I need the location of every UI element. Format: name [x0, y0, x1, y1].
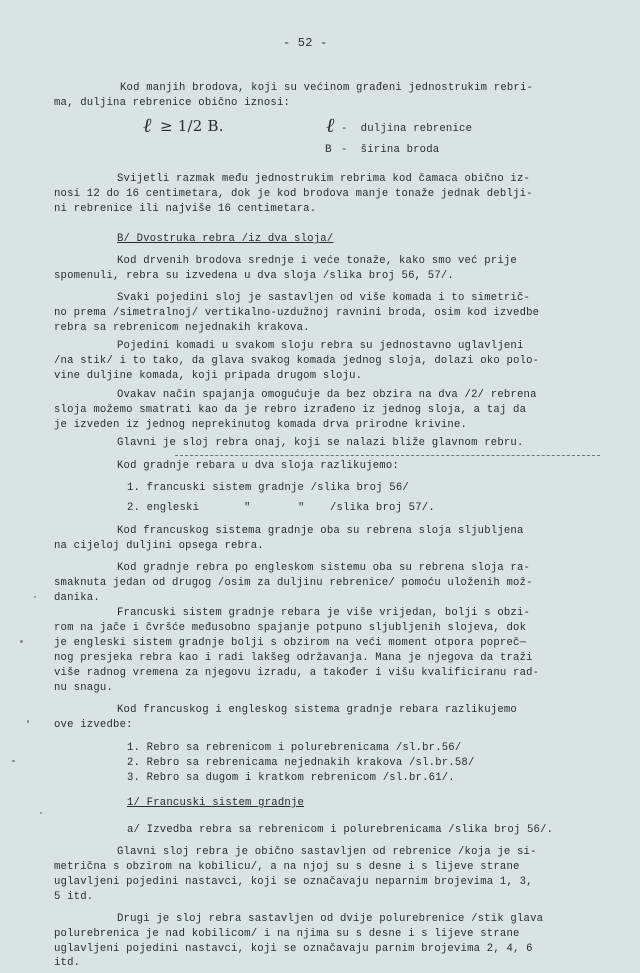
- svijetli-line-2: nosi 12 do 16 centimetara, dok je kod brodova manje tonaže jednak deblji-: [54, 188, 533, 200]
- formula-b-symbol: B: [325, 144, 332, 156]
- page-number: - 52 -: [283, 36, 328, 50]
- scan-speck: [40, 812, 42, 814]
- scan-speck: [12, 760, 15, 762]
- intro-line-1: Kod manjih brodova, koji su većinom građeni jednostrukim rebri-: [120, 82, 534, 94]
- list1-item-2-ditto-2: ": [298, 502, 305, 514]
- drvenih-line-2: spomenuli, rebra su izvedena u dva sloja /slika broj 56, 57/.: [54, 270, 454, 282]
- drvenih-line-1: Kod drvenih brodova srednje i veće tonaže, kako smo već prije: [117, 255, 517, 267]
- svijetli-line-1: Svijetli razmak među jednostrukim rebrima kod čamaca obično iz-: [117, 173, 531, 185]
- list2-item-2: 2. Rebro sa rebrenicama nejednakih krakova /sl.br.58/: [127, 757, 475, 769]
- list1-item-1: 1. francuski sistem gradnje /slika broj 56/: [127, 482, 409, 494]
- drugi-line-2: polurebrenica je nad kobilicom/ i na njima su s desne i s lijeve strane: [54, 928, 520, 940]
- list2-item-3: 3. Rebro sa dugom i kratkom rebrenicom /sl.br.61/.: [127, 772, 455, 784]
- scan-speck: [27, 720, 29, 723]
- francuskog-line-1: Kod francuskog sistema gradnje oba su rebrena sloja sljubljena: [117, 525, 524, 537]
- list1-item-2-ref: /slika broj 57/.: [330, 502, 435, 514]
- svaki-line-2: no prema /simetralnoj/ vertikalno-uzdužnoj ravnini broda, osim kod izvedbe: [54, 307, 540, 319]
- formula-relation: ≥ 1/2 B.: [160, 117, 224, 135]
- engleskom-line-2: smaknuta jedan od drugog /osim za duljinu rebrenice/ pomoću uloženih mož-: [54, 577, 533, 589]
- scan-speck: [20, 640, 23, 643]
- formula-b-text: - širina broda: [341, 144, 440, 156]
- engleskom-line-1: Kod gradnje rebra po engleskom sistemu oba su rebrena sloja ra-: [117, 562, 531, 574]
- formula-l-symbol: ℓ: [143, 113, 152, 137]
- vrijedan-line-5: više radnog vremena za njegovu izradu, a također i višu kvalificiranu rad-: [54, 667, 540, 679]
- pojedini-line-2: /na stik/ i to tako, da glava svakog komada jednog sloja, dolazi oko polo-: [54, 355, 540, 367]
- section-1-heading: 1/ Francuski sistem gradnje: [127, 797, 305, 809]
- formula-def-symbol: ℓ: [326, 113, 335, 137]
- drugi-line-1: Drugi je sloj rebra sastavljen od dvije polurebrenice /stik glava: [117, 913, 544, 925]
- glavni2-line-2: metrična s obzirom na kobilicu/, a na njoj su s desne i s lijeve strane: [54, 861, 520, 873]
- engleskom-line-3: danika.: [54, 592, 100, 604]
- formula-def-text: - duljina rebrenice: [341, 123, 473, 135]
- izvedbe-line-2: ove izvedbe:: [54, 719, 133, 731]
- svijetli-line-3: ni rebrenice ili najviše 16 centimetara.: [54, 203, 317, 215]
- glavni2-line-1: Glavni sloj rebra je obično sastavljen od rebrenice /koja je si-: [117, 846, 537, 858]
- vrijedan-line-2: rom na jače i čvršće međusobno spajanje potpuno sljubljenih slojeva, dok: [54, 622, 527, 634]
- glavni-sloj-line: Glavni je sloj rebra onaj, koji se nalazi bliže glavnom rebru.: [117, 437, 524, 449]
- razlikujemo-line: Kod gradnje rebara u dva sloja razlikujemo:: [117, 460, 399, 472]
- drugi-line-3: uglavljeni pojedini nastavci, koji se označavaju parnim brojevima 2, 4, 6: [54, 943, 533, 955]
- svaki-line-3: rebra sa rebrenicom nejednakih krakova.: [54, 322, 310, 334]
- ovakav-line-2: sloja možemo smatrati kao da je rebro izrađeno iz jednog sloja, a taj da: [54, 404, 527, 416]
- scan-speck: [34, 596, 36, 598]
- ovakav-line-3: je izveden iz jednog neprekinutog komada drva prirodne krivine.: [54, 419, 468, 431]
- pojedini-line-1: Pojedini komadi u svakom sloju rebra su jednostavno uglavljeni: [117, 340, 524, 352]
- francuskog-line-2: na cijeloj duljini opsega rebra.: [54, 540, 264, 552]
- vrijedan-line-6: nu snagu.: [54, 682, 114, 694]
- drugi-line-4: itd.: [54, 957, 81, 969]
- section-b-heading: B/ Dvostruka rebra /iz dva sloja/: [117, 233, 334, 245]
- vrijedan-line-3: je engleski sistem gradnje bolji s obzirom na veći moment otpora popreč─: [54, 637, 527, 649]
- ovakav-line-1: Ovakav način spajanja omogućuje da bez obzira na dva /2/ rebrena: [117, 389, 537, 401]
- glavni2-line-3: uglavljeni pojedini nastavci, koji se označavaju neparnim brojevima 1, 3,: [54, 876, 533, 888]
- list1-item-2-label: 2. engleski: [127, 502, 200, 514]
- dashed-divider: [175, 455, 600, 456]
- izvedbe-line-1: Kod francuskog i engleskog sistema gradnje rebara razlikujemo: [117, 704, 517, 716]
- vrijedan-line-4: nog presjeka rebra kao i radi lakšeg održavanja. Mana je njegova da traži: [54, 652, 533, 664]
- subsection-a-heading: a/ Izvedba rebra sa rebrenicom i polurebrenicama /slika broj 56/.: [127, 824, 554, 836]
- list1-item-2-ditto-1: ": [244, 502, 251, 514]
- intro-line-2: ma, duljina rebrenice obično iznosi:: [54, 97, 291, 109]
- list2-item-1: 1. Rebro sa rebrenicom i polurebrenicama /sl.br.56/: [127, 742, 462, 754]
- vrijedan-line-1: Francuski sistem gradnje rebara je više vrijedan, bolji s obzi-: [117, 607, 531, 619]
- pojedini-line-3: vine duljine komada, koji pripada drugom sloju.: [54, 370, 363, 382]
- glavni2-line-4: 5 itd.: [54, 891, 94, 903]
- svaki-line-1: Svaki pojedini sloj je sastavljen od više komada i to simetrič-: [117, 292, 531, 304]
